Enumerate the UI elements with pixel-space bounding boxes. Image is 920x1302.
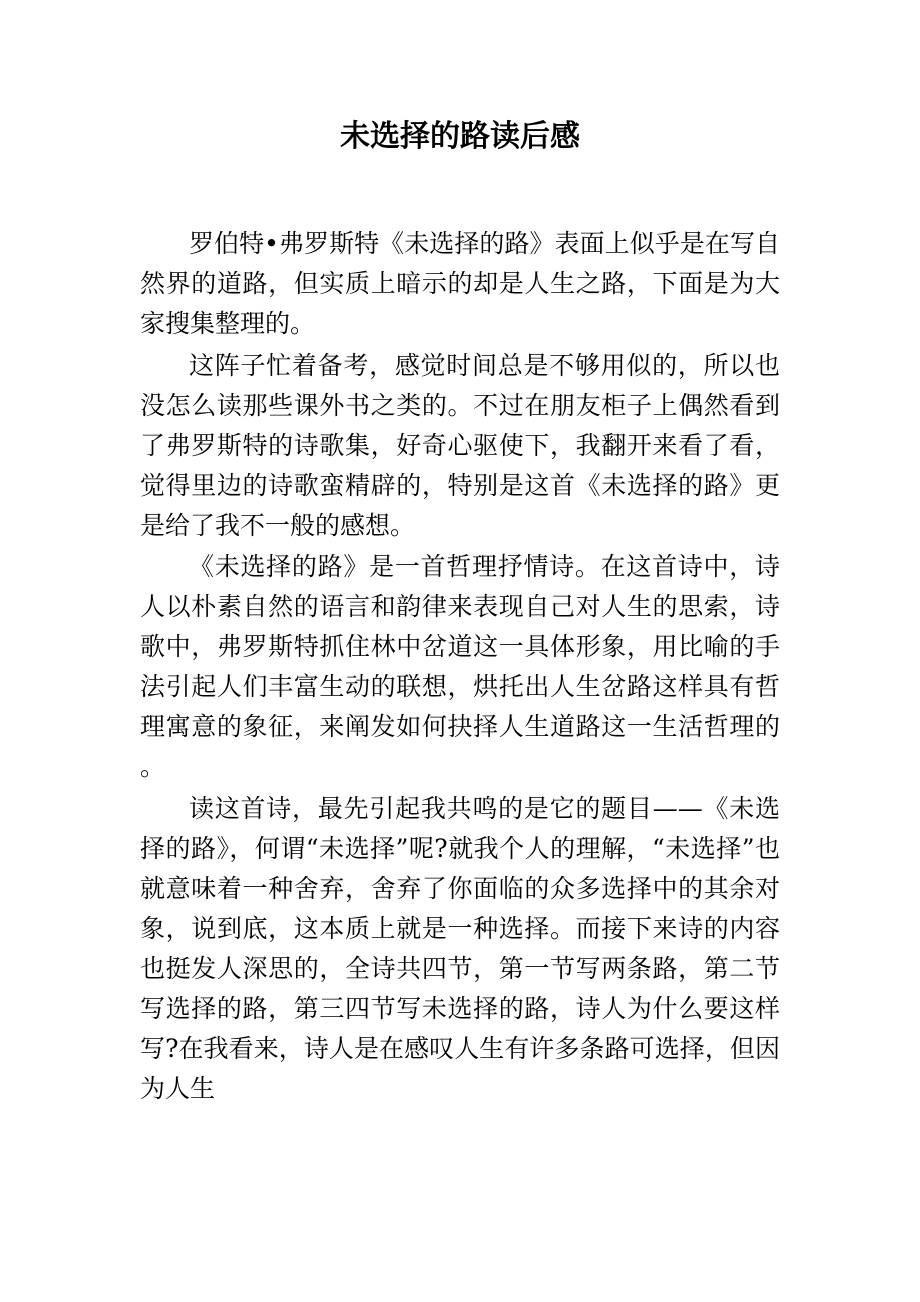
paragraph-intro: 罗伯特•弗罗斯特《未选择的路》表面上似乎是在写自然界的道路，但实质上暗示的却是人生之路，下面是为大家搜集整理的。 [140,229,780,338]
paragraph-poem-summary: 《未选择的路》是一首哲理抒情诗。在这首诗中，诗人以朴素自然的语言和韵律来表现自己对人生的思索，诗歌中，弗罗斯特抓住林中岔道这一具体形象，用比喻的手法引起人们丰富生动的联想，烘托出人生岔路这样具有哲理寓意的象征，来阐发如何抉择人生道路这一生活哲理的。 [140,552,780,782]
document-body [140,224,780,1110]
paragraph-background: 这阵子忙着备考，感觉时间总是不够用似的，所以也没怎么读那些课外书之类的。不过在朋友柜子上偶然看到了弗罗斯特的诗歌集，好奇心驱使下，我翻开来看了看，觉得里边的诗歌蛮精辟的，特别是这首《未选择的路》更是给了我不一般的感想。 [140,350,780,540]
paragraph-title-reflection: 读这首诗，最先引起我共鸣的是它的题目——《未选择的路》，何谓“未选择”呢?就我个人的理解，“未选择”也就意味着一种舍弃，舍弃了你面临的众多选择中的其余对象，说到底，这本质上就是一种选择。而接下来诗的内容也挺发人深思的，全诗共四节，第一节写两条路，第二节写选择的路，第三四节写未选择的路，诗人为什么要这样写?在我看来，诗人是在感叹人生有许多条路可选择，但因为人生 [140,793,780,1103]
document-title: 未选择的路读后感 [340,119,580,154]
